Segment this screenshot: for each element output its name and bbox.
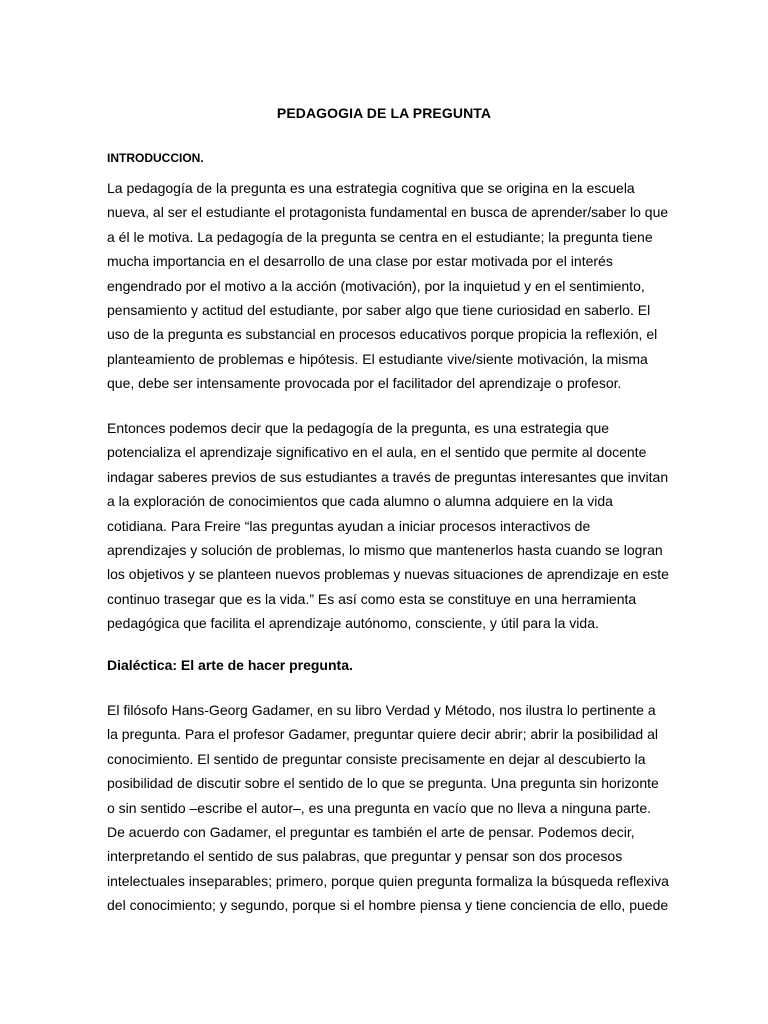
paragraph-line: posibilidad de discutir sobre el sentido de lo que se pregunta. Una pregunta sin horizonte bbox=[107, 775, 659, 792]
paragraph-line: aprendizajes y solución de problemas, lo mismo que mantenerlos hasta cuando se logran bbox=[107, 541, 663, 558]
paragraph-line: intelectuales inseparables; primero, porque quien pregunta formaliza la búsqueda reflexiva bbox=[107, 872, 669, 889]
paragraph-line: interpretando el sentido de sus palabras, que preguntar y pensar son dos procesos bbox=[107, 848, 623, 865]
paragraph-line: La pedagogía de la pregunta es una estrategia cognitiva que se origina en la escuela bbox=[107, 180, 635, 196]
paragraph-line: planteamiento de problemas e hipótesis. El estudiante vive/siente motivación, la misma bbox=[107, 350, 648, 367]
paragraph-line: engendrado por el motivo a la acción (motivación), por la inquietud y en el sentimiento, bbox=[107, 277, 645, 294]
paragraph-line: a la exploración de conocimientos que cada alumno o alumna adquiere en la vida bbox=[107, 493, 613, 510]
paragraph-line: nueva, al ser el estudiante el protagonista fundamental en busca de aprender/saber lo que bbox=[107, 204, 669, 221]
paragraph-line: cotidiana. Para Freire “las preguntas ayudan a iniciar procesos interactivos de bbox=[107, 517, 591, 534]
paragraph-line: del conocimiento; y segundo, porque si el hombre piensa y tiene conciencia de ello, puede bbox=[107, 897, 669, 914]
paragraph-introduccion-2 bbox=[107, 416, 667, 636]
paragraph-line: potencializa el aprendizaje significativo en el aula, en el sentido que permite al docente bbox=[107, 444, 647, 461]
document-title: PEDAGOGIA DE LA PREGUNTA bbox=[276, 105, 492, 121]
paragraph-introduccion-1 bbox=[107, 176, 667, 396]
paragraph-line: De acuerdo con Gadamer, el preguntar es también el arte de pensar. Podemos decir, bbox=[107, 823, 635, 840]
paragraph-line: mucha importancia en el desarrollo de una clase por estar motivada por el interés bbox=[107, 253, 613, 270]
paragraph-line: pensamiento y actitud del estudiante, por saber algo que tiene curiosidad en saberlo. El bbox=[107, 301, 651, 318]
paragraph-line: conocimiento. El sentido de preguntar consiste precisamente en dejar al descubierto la bbox=[107, 750, 646, 767]
paragraph-line: que, debe ser intensamente provocada por el facilitador del aprendizaje o profesor. bbox=[107, 375, 622, 392]
paragraph-line: uso de la pregunta es substancial en procesos educativos porque propicia la reflexión, el bbox=[107, 326, 658, 343]
section-heading-dialectica: Dialéctica: El arte de hacer pregunta. bbox=[107, 657, 353, 673]
paragraph-line: Entonces podemos decir que la pedagogía de la pregunta, es una estrategia que bbox=[107, 420, 610, 436]
paragraph-line: indagar saberes previos de sus estudiantes a través de preguntas interesantes que invitan bbox=[107, 468, 669, 485]
paragraph-line: continuo trasegar que es la vida.” Es así como esta se constituye en una herramienta bbox=[107, 590, 637, 607]
paragraph-line: El filósofo Hans-Georg Gadamer, en su libro Verdad y Método, nos ilustra lo pertinente a bbox=[107, 702, 656, 718]
paragraph-line: o sin sentido –escribe el autor–, es una pregunta en vacío que no lleva a ninguna parte. bbox=[107, 799, 652, 816]
section-heading-introduccion: INTRODUCCION. bbox=[107, 151, 204, 165]
paragraph-line: los objetivos y se planteen nuevos problemas y nuevas situaciones de aprendizaje en este bbox=[107, 566, 669, 583]
paragraph-line: a él le motiva. La pedagogía de la pregunta se centra en el estudiante; la pregunta tiene bbox=[107, 228, 653, 245]
paragraph-line: la pregunta. Para el profesor Gadamer, preguntar quiere decir abrir; abrir la posibilidad al bbox=[107, 726, 658, 743]
paragraph-dialectica-1 bbox=[107, 698, 667, 918]
paragraph-line: pedagógica que facilita el aprendizaje autónomo, consciente, y útil para la vida. bbox=[107, 615, 599, 632]
